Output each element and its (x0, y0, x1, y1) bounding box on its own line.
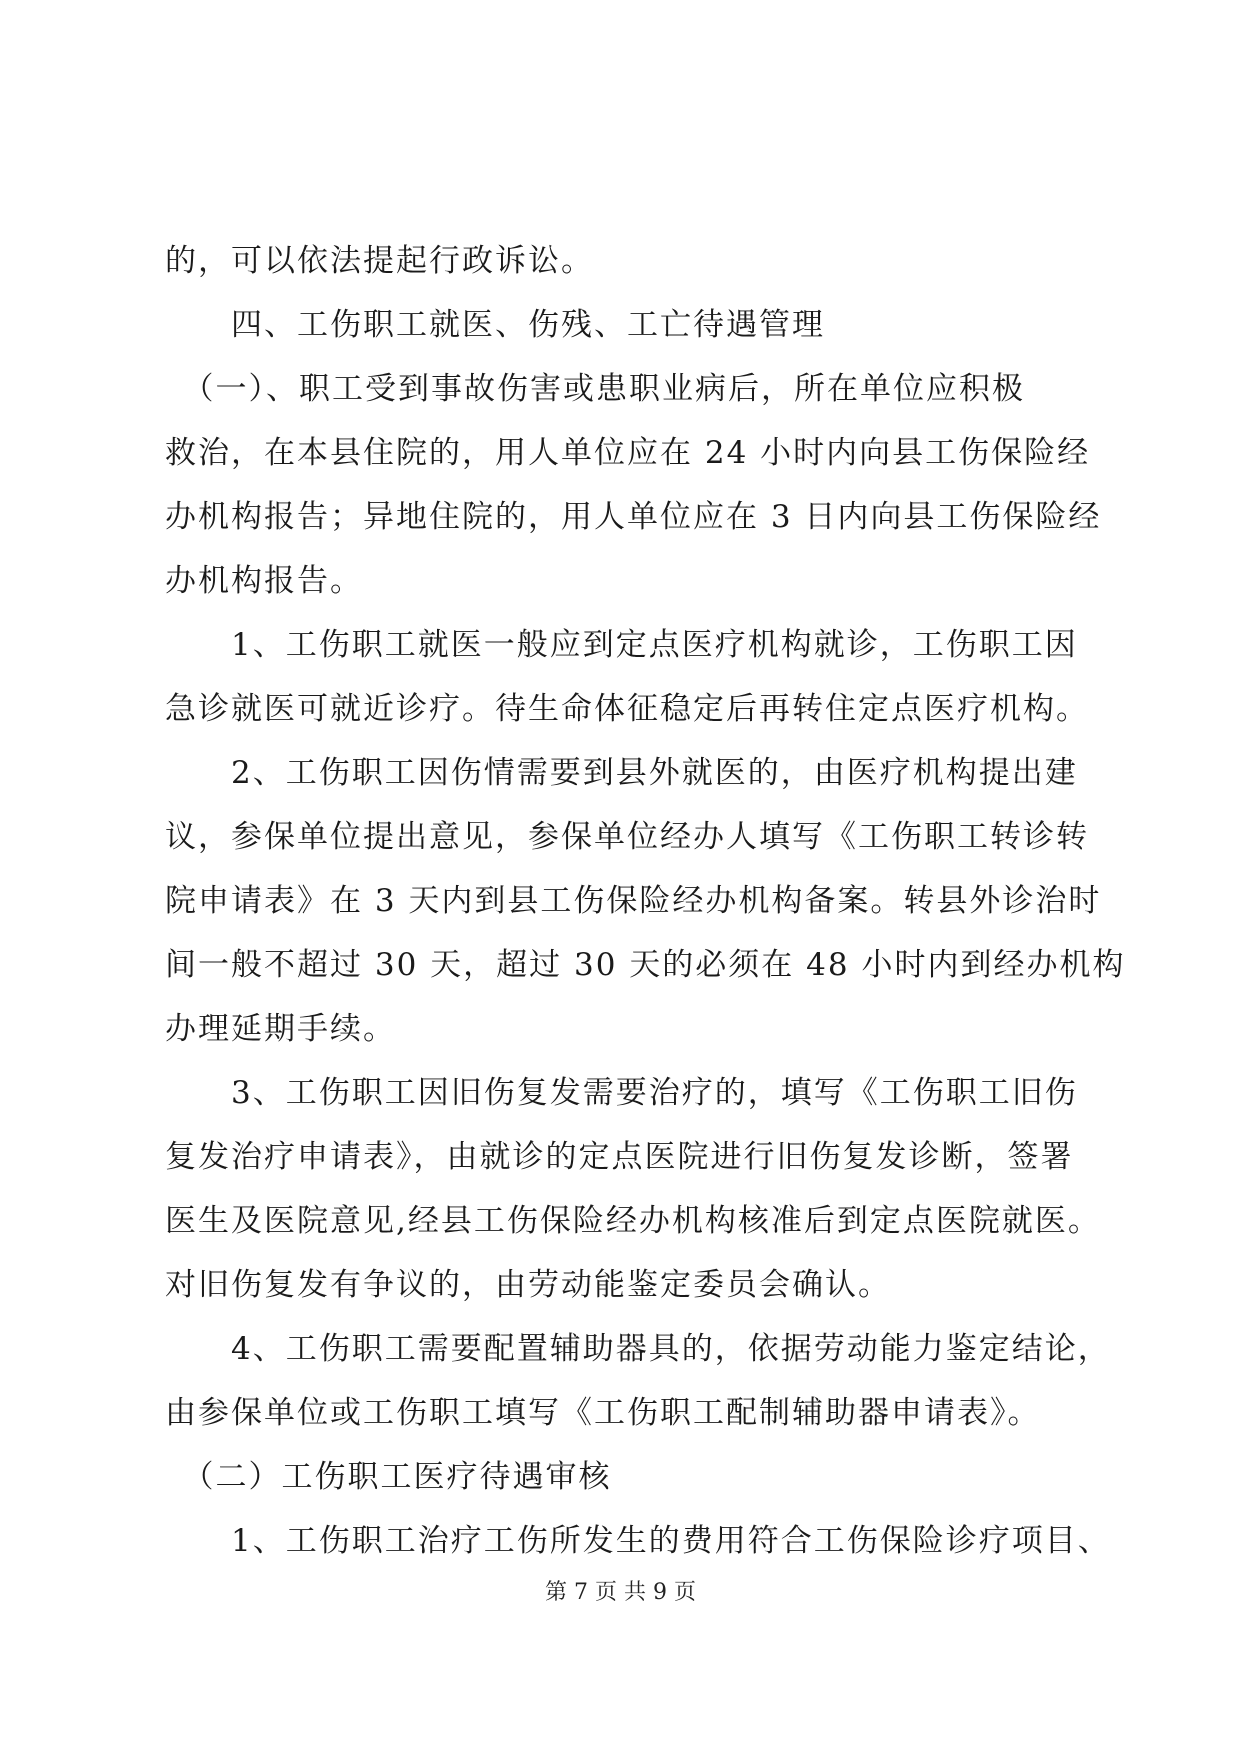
text-line: 1、工伤职工就医一般应到定点医疗机构就诊，工伤职工因 (165, 627, 1078, 663)
text-line: 院申请表》在 3 天内到县工伤保险经办机构备案。转县外诊治时 (165, 883, 1102, 919)
text-line: 医生及医院意见,经县工伤保险经办机构核准后到定点医院就医。 (165, 1203, 1101, 1239)
text-line: 办机构报告。 (165, 563, 363, 599)
page-number-footer: 第 7 页 共 9 页 (545, 1580, 696, 1605)
subsection-heading: （二）工伤职工医疗待遇审核 (165, 1459, 612, 1495)
text-line: 2、工伤职工因伤情需要到县外就医的，由医疗机构提出建 (165, 755, 1078, 791)
section-heading: 四、工伤职工就医、伤残、工亡待遇管理 (165, 307, 825, 343)
document-body (165, 229, 1126, 1573)
text-line: （一）、职工受到事故伤害或患职业病后，所在单位应积极 (165, 371, 1025, 407)
text-line: 议，参保单位提出意见，参保单位经办人填写《工伤职工转诊转 (165, 819, 1089, 855)
text-line: 由参保单位或工伤职工填写《工伤职工配制辅助器申请表》。 (165, 1395, 1041, 1431)
text-line: 间一般不超过 30 天，超过 30 天的必须在 48 小时内到经办机构 (165, 947, 1126, 983)
text-line: 4、工伤职工需要配置辅助器具的，依据劳动能力鉴定结论， (165, 1331, 1111, 1367)
text-line: 的，可以依法提起行政诉讼。 (165, 243, 594, 279)
text-line: 对旧伤复发有争议的，由劳动能鉴定委员会确认。 (165, 1267, 891, 1303)
text-line: 急诊就医可就近诊疗。待生命体征稳定后再转住定点医疗机构。 (165, 691, 1089, 727)
text-line: 救治，在本县住院的，用人单位应在 24 小时内向县工伤保险经 (165, 435, 1091, 471)
text-line: 3、工伤职工因旧伤复发需要治疗的，填写《工伤职工旧伤 (165, 1075, 1078, 1111)
text-line: 1、工伤职工治疗工伤所发生的费用符合工伤保险诊疗项目、 (165, 1523, 1111, 1559)
text-line: 复发治疗申请表》，由就诊的定点医院进行旧伤复发诊断，签署 (165, 1139, 1074, 1175)
text-line: 办理延期手续。 (165, 1011, 396, 1047)
text-line: 办机构报告；异地住院的，用人单位应在 3 日内向县工伤保险经 (165, 499, 1102, 535)
